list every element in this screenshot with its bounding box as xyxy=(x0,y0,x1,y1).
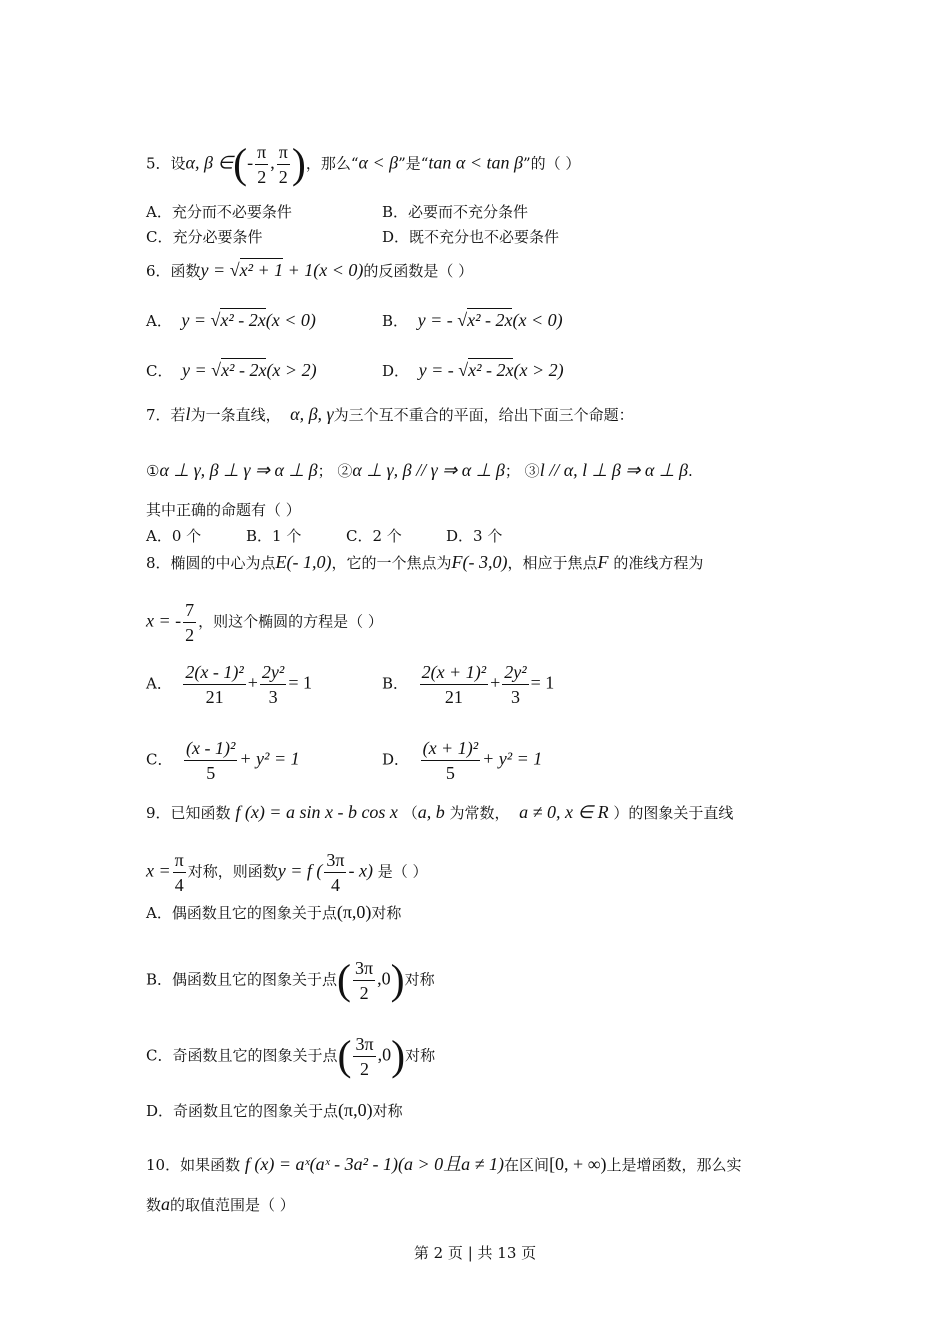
q7-c3: ③ xyxy=(524,462,540,480)
q8-F: F(- 3,0) xyxy=(451,552,508,572)
q10-func: f (x) = aˣ(aˣ - 3a² - 1)(a > 0且a ≠ 1) xyxy=(244,1154,505,1174)
q5-comma: , xyxy=(270,152,275,173)
q6-number: 6．函数 xyxy=(146,262,201,280)
q9-option-a: A．偶函数且它的图象关于点(π,0)对称 xyxy=(146,902,402,922)
q8-directrix-line: x = - $\frac{7}{2}$ ，则这个椭圆的方程是（ ） xyxy=(146,600,383,645)
q5-option-c: C．充分必要条件 xyxy=(146,228,263,246)
q6-option-a: A． y = √x² - 2x(x < 0) xyxy=(146,310,316,330)
q5-paren-r: ) xyxy=(291,141,306,188)
q7-p2: α ⊥ γ, β // γ ⇒ α ⊥ β xyxy=(352,460,505,480)
q8-option-d: D． $\frac{\text{(x + 1)²}}{5}$ + y² = 1 xyxy=(382,738,543,783)
q5-neg: - xyxy=(247,152,254,173)
q5-cond2: tan α < tan β xyxy=(428,152,523,173)
q7-line xyxy=(146,404,634,425)
q7-option-d: D．3 个 xyxy=(446,527,503,545)
q7-tail: 为三个互不重合的平面，给出下面三个命题： xyxy=(333,406,634,424)
q9-number: 9．已知函数 xyxy=(146,804,231,822)
q9-func: f (x) = a sin x - b cos x xyxy=(235,802,398,822)
q8-line: 8．椭圆的中心为点E(- 1,0)，它的一个焦点为F(- 3,0)，相应于焦点F 的准线方程为 xyxy=(146,552,704,572)
q5-option-a: A．充分而不必要条件 xyxy=(146,203,292,221)
q9-line: 9．已知函数 f (x) = a sin x - b cos x （a, b 为常数， a ≠ 0, x ∈ R ）的图象关于直线 xyxy=(146,802,734,822)
q6-func-rhs: + 1(x < 0) xyxy=(283,260,364,280)
q5-then: ，那么“ xyxy=(305,154,359,173)
q7-l: l xyxy=(185,404,191,424)
q8-option-c: C． $\frac{\text{(x - 1)²}}{5}$ + y² = 1 xyxy=(146,738,300,783)
q7-propositions: ①α ⊥ γ, β ⊥ γ ⇒ α ⊥ β； ②α ⊥ γ, β // γ ⇒ α ⊥ β； ③l // α, l ⊥ β ⇒ α ⊥ β. xyxy=(146,460,693,480)
q6-func-radicand: x² + 1 xyxy=(239,260,284,280)
q8-E: E(- 1,0) xyxy=(275,552,332,572)
q10-number: 10．如果函数 xyxy=(146,1156,241,1174)
q5-lo-frac: $\frac{\pi}{2}$ xyxy=(257,142,267,187)
q9-option-c: C．奇函数且它的图象关于点( $\frac{3\pi}{2}$ ,0)对称 xyxy=(146,1033,436,1080)
q5-tail: ”的（ ） xyxy=(522,154,581,173)
q9-option-b: B．偶函数且它的图象关于点( $\frac{3\pi}{2}$ ,0)对称 xyxy=(146,957,435,1004)
q7-planes: α, β, γ xyxy=(290,404,334,424)
q7-mid: 为一条直线， xyxy=(190,406,281,424)
q7-c1: ① xyxy=(146,462,160,480)
q9-line2: x = $\frac{\pi}{4}$ 对称，则函数y = f ( $\frac{3\pi}{4}$ - x) 是（ ） xyxy=(146,850,428,895)
q7-ask: 其中正确的命题有（ ） xyxy=(146,501,301,519)
q10-line2: 数a的取值范围是（ ） xyxy=(146,1194,295,1214)
q5-option-b: B．必要而不充分条件 xyxy=(382,203,529,221)
q8-option-a: A． $\frac{\text{2(x - 1)²}}{21}$ + $\frac{\text{2y²}}{3}$ = 1 xyxy=(146,662,312,707)
q6-line: 6．函数y = √x² + 1 + 1(x < 0)的反函数是（ ） xyxy=(146,260,474,280)
q7-p3: l // α, l ⊥ β ⇒ α ⊥ β xyxy=(539,460,688,480)
q8-number: 8．椭圆的中心为点 xyxy=(146,554,276,572)
q6-option-b: B． y = - √x² - 2x(x < 0) xyxy=(382,310,563,330)
page-footer: 第 2 页 | 共 13 页 xyxy=(413,1244,537,1262)
q7-c2: ② xyxy=(337,462,353,480)
q7-option-a: A．0 个 xyxy=(146,527,202,545)
q5-option-d: D．既不充分也不必要条件 xyxy=(382,228,560,246)
q5-cond1: α < β xyxy=(358,152,399,173)
q5-hi-frac: $\frac{\pi}{2}$ xyxy=(278,142,288,187)
q10-interval: [0, + ∞) xyxy=(549,1154,607,1174)
q8-option-b: B． $\frac{\text{2(x + 1)²}}{21}$ + $\frac{\text{2y²}}{3}$ = 1 xyxy=(382,662,555,707)
q5-number: 5．设 xyxy=(146,154,186,173)
q5-is: ”是“ xyxy=(398,154,429,173)
q5-paren-l: ( xyxy=(233,141,248,188)
q7-number: 7．若 xyxy=(146,406,186,424)
q6-option-d: D． y = - √x² - 2x(x > 2) xyxy=(382,360,564,380)
q6-option-c: C． y = √x² - 2x(x > 2) xyxy=(146,360,317,380)
q5-line xyxy=(146,142,580,187)
q5-vars: α, β ∈ xyxy=(185,152,234,173)
q10-line: 10．如果函数 f (x) = aˣ(aˣ - 3a² - 1)(a > 0且a ≠ 1)在区间[0, + ∞)上是增函数，那么实 xyxy=(146,1154,742,1174)
q6-tail: 的反函数是（ ） xyxy=(363,262,474,280)
q9-option-d: D．奇函数且它的图象关于点(π,0)对称 xyxy=(146,1100,403,1120)
q6-func-lhs: y = xyxy=(200,260,230,280)
q7-option-b: B．1 个 xyxy=(246,527,302,545)
q7-option-c: C．2 个 xyxy=(346,527,402,545)
q7-p1: α ⊥ γ, β ⊥ γ ⇒ α ⊥ β xyxy=(159,460,318,480)
